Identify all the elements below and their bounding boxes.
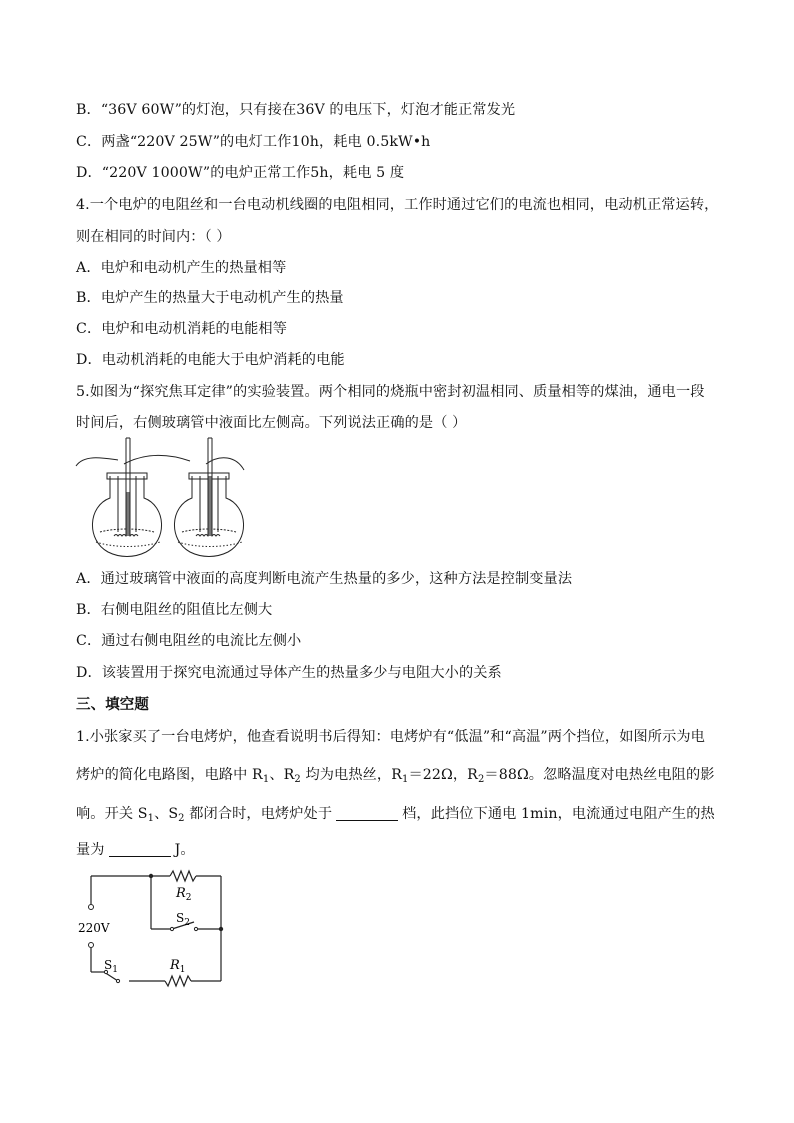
text-run: ＝22Ω，R (408, 767, 478, 783)
text-run: 响。开关 S (76, 806, 148, 822)
circuit-diagram (74, 866, 234, 990)
text-run: 均为电热丝，R (300, 767, 402, 783)
q4-option-c: C．电炉和电动机消耗的电能相等 (76, 321, 287, 337)
terminal-top (89, 905, 94, 910)
q4-option-d: D．电动机消耗的电能大于电炉消耗的电能 (76, 352, 345, 368)
text-run: ＝88Ω。忽略温度对电热丝电阻的影 (484, 767, 715, 783)
subscript: 1 (147, 813, 155, 824)
subscript: 2 (477, 774, 485, 785)
subscript: 2 (178, 813, 185, 824)
q4-option-b: B．电炉产生的热量大于电动机产生的热量 (76, 290, 344, 306)
subscript: 1 (401, 774, 409, 785)
f1-stem-line1: 1.小张家买了一台电烤炉，他查看说明书后得知：电烤炉有“低温”和“高温”两个挡位，如图所示为电 (76, 729, 705, 745)
label-r1: $R_1$ (170, 958, 186, 975)
f1-stem-line2 (76, 765, 715, 790)
label-s2: $S_2$ (176, 911, 190, 928)
answer-blank-heat[interactable] (109, 842, 171, 857)
subscript: 1 (262, 774, 270, 785)
q3-option-d: D．“220V 1000W”的电炉正常工作5h，耗电 5 度 (76, 165, 405, 181)
q4-option-a: A．电炉和电动机产生的热量相等 (76, 260, 287, 276)
answer-blank-gear[interactable] (336, 806, 398, 821)
text-run: 档，此挡位下通电 1min，电流通过电阻产生的热 (402, 806, 715, 822)
label-voltage: 220V (78, 921, 110, 935)
subscript: 2 (294, 774, 301, 785)
f1-stem-line3 (76, 804, 715, 829)
q4-stem-line1: 4.一个电炉的电阻丝和一台电动机线圈的电阻相同，工作时通过它们的电流也相同，电动机正常运转， (76, 197, 719, 213)
f1-stem-line4 (76, 840, 195, 860)
text-run: 烤炉的简化电路图，电路中 R (76, 767, 263, 783)
q5-stem-line2: 时间后，右侧玻璃管中液面比左侧高。下列说法正确的是（ ） (76, 415, 467, 431)
q5-option-d: D．该装置用于探究电流通过导体产生的热量多少与电阻大小的关系 (76, 665, 502, 681)
text-run: J。 (174, 842, 195, 858)
q5-stem-line1: 5.如图为“探究焦耳定律”的实验装置。两个相同的烧瓶中密封初温相同、质量相等的煤油，通电一段 (76, 384, 705, 400)
q4-stem-line2: 则在相同的时间内：（ ） (76, 229, 231, 245)
q5-option-a: A．通过玻璃管中液面的高度判断电流产生热量的多少，这种方法是控制变量法 (76, 571, 573, 587)
joule-apparatus-figure (74, 436, 246, 566)
q3-option-c: C．两盏“220V 25W”的电灯工作10h，耗电 0.5kW•h (76, 134, 431, 150)
label-r2: $R_2$ (176, 886, 192, 903)
label-s1: $S_1$ (104, 958, 118, 975)
section-heading-fill-blank: 三、填空题 (76, 697, 149, 713)
text-run: 都闭合时，电烤炉处于 (184, 806, 333, 822)
q5-option-b: B．右侧电阻丝的阻值比左侧大 (76, 602, 273, 618)
text-run: 量为 (76, 842, 105, 858)
terminal-bottom (89, 943, 94, 948)
text-run: 、R (269, 767, 295, 783)
text-run: 、S (154, 806, 179, 822)
q5-option-c: C．通过右侧电阻丝的电流比左侧小 (76, 633, 302, 649)
q3-option-b: B．“36V 60W”的灯泡，只有接在36V 的电压下，灯泡才能正常发光 (76, 102, 516, 118)
